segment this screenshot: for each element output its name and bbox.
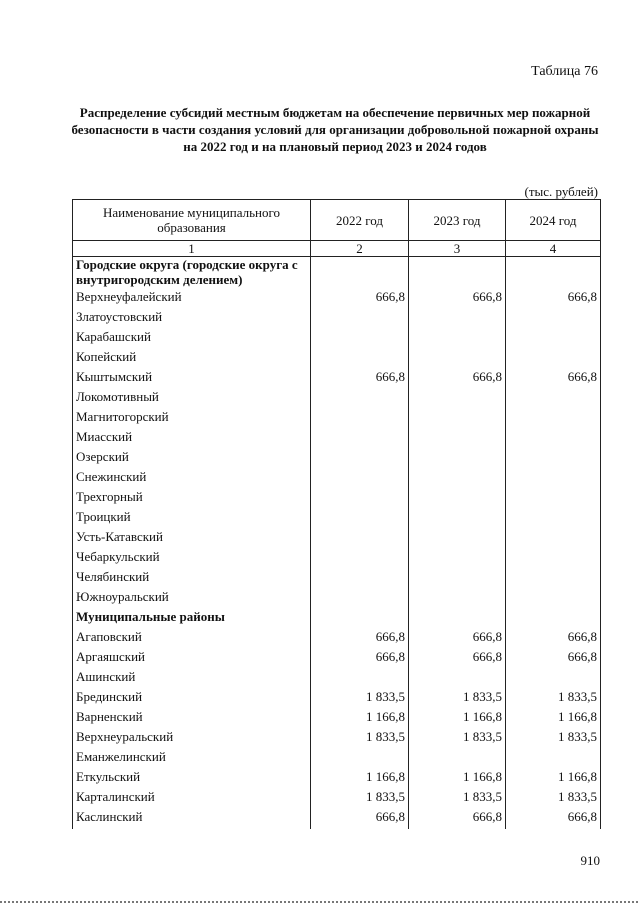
value-2024: 1 166,8 <box>506 769 601 789</box>
value-2023 <box>409 257 506 290</box>
value-2023: 666,8 <box>409 289 506 309</box>
value-2023: 666,8 <box>409 809 506 829</box>
municipality-name: Еткульский <box>73 769 311 789</box>
municipality-name: Троицкий <box>73 509 311 529</box>
value-2024 <box>506 589 601 609</box>
column-header-municipality: Наименование муниципального образования <box>73 200 311 241</box>
bottom-divider <box>0 901 640 903</box>
value-2024 <box>506 669 601 689</box>
municipality-name: Златоустовский <box>73 309 311 329</box>
value-2022: 666,8 <box>311 369 409 389</box>
value-2022 <box>311 349 409 369</box>
table-label: Таблица 76 <box>531 64 598 79</box>
value-2023: 1 833,5 <box>409 729 506 749</box>
value-2023 <box>409 309 506 329</box>
value-2024: 1 833,5 <box>506 789 601 809</box>
table-row <box>73 649 601 669</box>
table-row <box>73 749 601 769</box>
value-2023: 666,8 <box>409 629 506 649</box>
municipality-name: Карталинский <box>73 789 311 809</box>
municipality-name: Верхнеуфалейский <box>73 289 311 309</box>
column-number-row <box>73 241 601 257</box>
value-2022: 666,8 <box>311 649 409 669</box>
value-2023 <box>409 529 506 549</box>
table-row <box>73 309 601 329</box>
units-label: (тыс. рублей) <box>524 184 598 199</box>
value-2024 <box>506 309 601 329</box>
municipality-name: Верхнеуральский <box>73 729 311 749</box>
value-2024: 1 833,5 <box>506 689 601 709</box>
subsidy-table <box>72 199 601 829</box>
value-2022 <box>311 429 409 449</box>
value-2022 <box>311 609 409 629</box>
section-row <box>73 257 601 290</box>
value-2024: 666,8 <box>506 629 601 649</box>
column-header-2023: 2023 год <box>409 200 506 241</box>
municipality-name: Брединский <box>73 689 311 709</box>
municipality-name: Карабашский <box>73 329 311 349</box>
municipality-name: Агаповский <box>73 629 311 649</box>
value-2023 <box>409 409 506 429</box>
value-2024: 666,8 <box>506 289 601 309</box>
value-2023 <box>409 569 506 589</box>
municipality-name: Усть-Катавский <box>73 529 311 549</box>
value-2024 <box>506 257 601 290</box>
value-2024 <box>506 529 601 549</box>
table-row <box>73 469 601 489</box>
table-row <box>73 589 601 609</box>
municipality-name: Магнитогорский <box>73 409 311 429</box>
value-2022 <box>311 549 409 569</box>
value-2022 <box>311 749 409 769</box>
section-title: Муниципальные районы <box>73 609 311 629</box>
column-header-2024: 2024 год <box>506 200 601 241</box>
value-2024 <box>506 429 601 449</box>
table-row <box>73 789 601 809</box>
municipality-name: Ашинский <box>73 669 311 689</box>
column-number: 3 <box>409 241 506 257</box>
table-row <box>73 549 601 569</box>
table-row <box>73 449 601 469</box>
municipality-name: Каслинский <box>73 809 311 829</box>
municipality-name: Аргаяшский <box>73 649 311 669</box>
value-2023: 666,8 <box>409 369 506 389</box>
table-row <box>73 709 601 729</box>
value-2024 <box>506 329 601 349</box>
value-2023 <box>409 389 506 409</box>
value-2023 <box>409 449 506 469</box>
value-2023 <box>409 609 506 629</box>
value-2022: 1 833,5 <box>311 689 409 709</box>
column-number: 1 <box>73 241 311 257</box>
value-2023 <box>409 429 506 449</box>
value-2022 <box>311 569 409 589</box>
value-2024: 1 166,8 <box>506 709 601 729</box>
table-row <box>73 529 601 549</box>
table-row <box>73 509 601 529</box>
value-2023: 1 166,8 <box>409 709 506 729</box>
value-2022 <box>311 509 409 529</box>
table-row <box>73 809 601 829</box>
value-2022 <box>311 309 409 329</box>
value-2023 <box>409 509 506 529</box>
value-2022 <box>311 257 409 290</box>
municipality-name: Еманжелинский <box>73 749 311 769</box>
value-2023 <box>409 749 506 769</box>
table-row <box>73 329 601 349</box>
value-2023 <box>409 489 506 509</box>
table-row <box>73 669 601 689</box>
column-number: 4 <box>506 241 601 257</box>
document-title: Распределение субсидий местным бюджетам на обеспечение первичных мер пожарной безопасности в части создания условий для организации добровольной пожарной охраны на 2022 год и на плановый период 2023 и 2024 годов <box>71 105 599 154</box>
value-2024: 666,8 <box>506 649 601 669</box>
value-2023 <box>409 549 506 569</box>
value-2023 <box>409 349 506 369</box>
municipality-name: Миасский <box>73 429 311 449</box>
value-2022 <box>311 469 409 489</box>
column-header-2022: 2022 год <box>311 200 409 241</box>
value-2022: 1 166,8 <box>311 769 409 789</box>
value-2024 <box>506 469 601 489</box>
value-2023: 1 833,5 <box>409 789 506 809</box>
value-2024 <box>506 409 601 429</box>
value-2024 <box>506 349 601 369</box>
value-2023: 1 166,8 <box>409 769 506 789</box>
municipality-name: Снежинский <box>73 469 311 489</box>
value-2022: 1 833,5 <box>311 729 409 749</box>
page-number: 910 <box>580 853 600 868</box>
municipality-name: Кыштымский <box>73 369 311 389</box>
value-2022: 666,8 <box>311 289 409 309</box>
value-2022 <box>311 669 409 689</box>
table-row <box>73 729 601 749</box>
municipality-name: Варненский <box>73 709 311 729</box>
value-2022: 1 833,5 <box>311 789 409 809</box>
value-2022: 1 166,8 <box>311 709 409 729</box>
value-2023 <box>409 589 506 609</box>
table-row <box>73 629 601 649</box>
table-body <box>73 257 601 830</box>
municipality-name: Озерский <box>73 449 311 469</box>
value-2022 <box>311 489 409 509</box>
value-2024: 1 833,5 <box>506 729 601 749</box>
value-2022: 666,8 <box>311 809 409 829</box>
value-2023 <box>409 669 506 689</box>
value-2022 <box>311 589 409 609</box>
value-2024: 666,8 <box>506 809 601 829</box>
value-2024 <box>506 449 601 469</box>
municipality-name: Южноуральский <box>73 589 311 609</box>
table-row <box>73 409 601 429</box>
value-2022: 666,8 <box>311 629 409 649</box>
column-number: 2 <box>311 241 409 257</box>
value-2022 <box>311 389 409 409</box>
table-row <box>73 429 601 449</box>
table-row <box>73 349 601 369</box>
value-2024 <box>506 749 601 769</box>
municipality-name: Локомотивный <box>73 389 311 409</box>
municipality-name: Копейский <box>73 349 311 369</box>
table-row <box>73 489 601 509</box>
header-row <box>73 200 601 241</box>
value-2022 <box>311 329 409 349</box>
section-title: Городские округа (городские округа с внутригородским делением) <box>73 257 311 290</box>
section-row <box>73 609 601 629</box>
table-row <box>73 689 601 709</box>
municipality-name: Челябинский <box>73 569 311 589</box>
value-2024 <box>506 389 601 409</box>
value-2023 <box>409 329 506 349</box>
value-2024 <box>506 509 601 529</box>
value-2022 <box>311 449 409 469</box>
value-2024 <box>506 489 601 509</box>
value-2024 <box>506 549 601 569</box>
value-2023: 666,8 <box>409 649 506 669</box>
value-2024 <box>506 609 601 629</box>
value-2022 <box>311 409 409 429</box>
municipality-name: Чебаркульский <box>73 549 311 569</box>
table-row <box>73 369 601 389</box>
value-2023: 1 833,5 <box>409 689 506 709</box>
value-2024 <box>506 569 601 589</box>
value-2022 <box>311 529 409 549</box>
value-2024: 666,8 <box>506 369 601 389</box>
table-row <box>73 289 601 309</box>
table-row <box>73 569 601 589</box>
value-2023 <box>409 469 506 489</box>
table-row <box>73 389 601 409</box>
table-row <box>73 769 601 789</box>
municipality-name: Трехгорный <box>73 489 311 509</box>
